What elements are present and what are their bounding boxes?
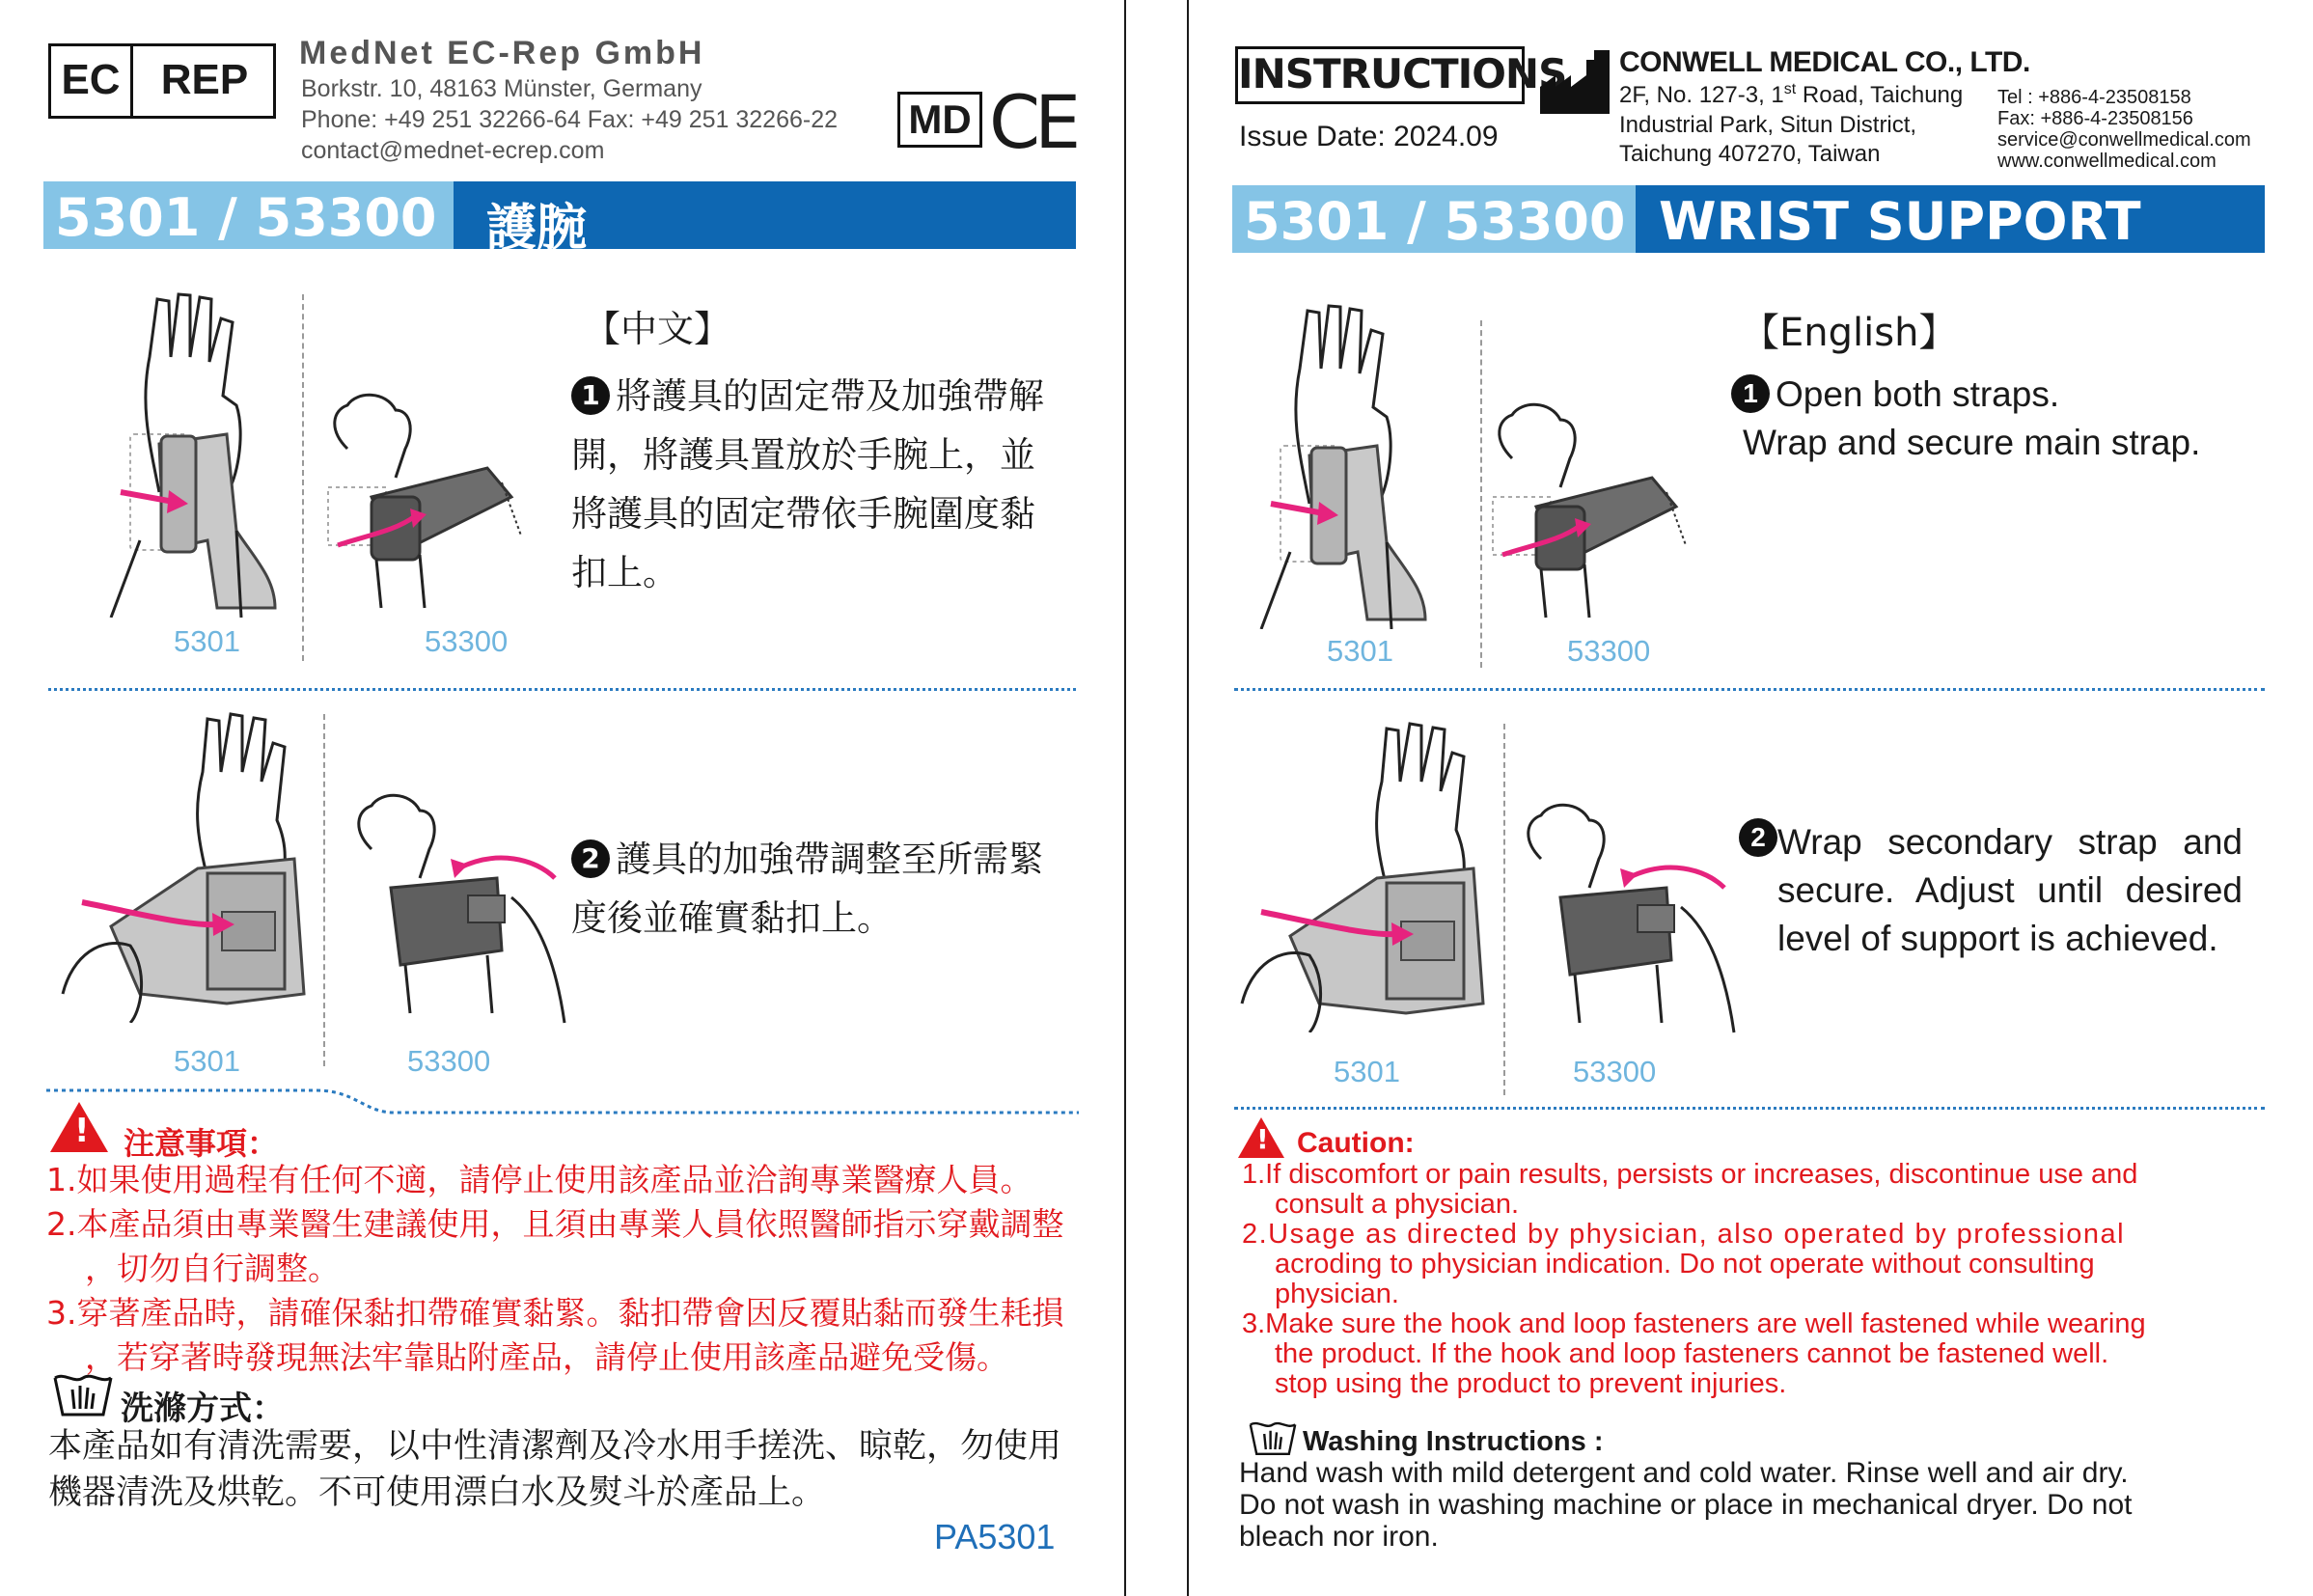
title-bar-name-en-text: WRIST SUPPORT bbox=[1659, 191, 2141, 252]
caution-item: ，切勿自行調整。 bbox=[85, 1250, 340, 1287]
step1-text: 將護具的固定帶及加強帶解開，將護具置放於手腕上，並將護具的固定帶依手腕圍度黏扣上。 bbox=[571, 375, 1044, 593]
caution-title-en: Caution: bbox=[1297, 1127, 1415, 1159]
step1-line2-en: Wrap and secure main strap. bbox=[1743, 423, 2201, 462]
step2-instruction bbox=[571, 830, 1068, 948]
company-tel: Tel : +886-4-23508158 bbox=[1997, 87, 2191, 108]
caution-item-en: 3.Make sure the hook and loop fasteners are well fastened while wearing bbox=[1242, 1308, 2146, 1339]
fig1-label-5301: 5301 bbox=[174, 624, 240, 658]
fig1-label-53300-en: 53300 bbox=[1567, 634, 1651, 668]
wash-text-en bbox=[1239, 1457, 2272, 1553]
company-website: www.conwellmedical.com bbox=[1997, 151, 2217, 172]
fig2-label-53300-en: 53300 bbox=[1573, 1055, 1657, 1088]
section-divider-1 bbox=[48, 688, 1076, 691]
step1-instruction bbox=[571, 367, 1068, 602]
caution-item-en: stop using the product to prevent injuries. bbox=[1275, 1368, 1787, 1399]
step1-line1-en: Open both straps. bbox=[1776, 374, 2060, 414]
caution-title: 注意事項： bbox=[124, 1125, 279, 1162]
left-panel-chinese bbox=[0, 0, 1126, 1596]
caution-item: 1.如果使用過程有任何不適，請停止使用該產品並洽詢專業醫療人員。 bbox=[46, 1161, 1033, 1198]
step1-instruction-en bbox=[1731, 371, 2272, 467]
company-address-line1 bbox=[1619, 81, 1963, 109]
caution-item-en: 1.If discomfort or pain results, persists or increases, discontinue use and bbox=[1242, 1159, 2138, 1190]
rep-address: Borkstr. 10, 48163 Münster, Germany bbox=[301, 75, 702, 102]
title-bar-name-en bbox=[1636, 185, 2265, 253]
instructions-label-box bbox=[1235, 46, 1567, 104]
fig1-divider-en bbox=[1480, 320, 1482, 668]
instructions-label: INSTRUCTIONS bbox=[1238, 50, 1567, 97]
document-code: PA5301 bbox=[934, 1517, 1056, 1556]
title-bar-model-en bbox=[1232, 185, 1636, 253]
fig1-label-53300: 53300 bbox=[425, 624, 509, 658]
fig2-wrist-illustration-5301 bbox=[53, 704, 333, 1023]
caution-item: 2.本產品須由專業醫生建議使用，且須由專業人員依照醫師指示穿戴調整 bbox=[46, 1205, 1064, 1243]
fig2-label-5301: 5301 bbox=[174, 1044, 240, 1078]
fig2-label-5301-en: 5301 bbox=[1334, 1055, 1400, 1088]
rep-phone: Phone: +49 251 32266-64 Fax: +49 251 32266-22 bbox=[301, 106, 839, 133]
issue-date: Issue Date: 2024.09 bbox=[1239, 121, 1499, 152]
section-divider-2-en bbox=[1234, 1107, 2265, 1110]
caution-warning-icon: ! bbox=[50, 1102, 108, 1152]
rep-company: MedNet EC-Rep GmbH bbox=[299, 35, 705, 71]
title-bar-model-en-text: 5301 / 53300 bbox=[1244, 191, 1626, 252]
caution-item-en: physician. bbox=[1275, 1279, 1399, 1309]
fig1-divider bbox=[302, 294, 304, 661]
wash-line-en: Hand wash with mild detergent and cold water. Rinse well and air dry. bbox=[1239, 1457, 2129, 1489]
md-mark bbox=[897, 92, 982, 148]
title-bar-name-text: 護腕 bbox=[486, 200, 588, 258]
caution-list-en bbox=[1242, 1160, 2265, 1399]
rep-label: REP bbox=[160, 56, 249, 103]
wash-line-en: Do not wash in washing machine or place in mechanical dryer. Do not bbox=[1239, 1489, 2133, 1521]
ec-rep-symbol bbox=[48, 43, 276, 119]
fig1-wrist-illustration-5301-en bbox=[1252, 301, 1445, 629]
wash-text: 本產品如有清洗需要，以中性清潔劑及冷水用手搓洗、晾乾，勿使用機器清洗及烘乾。不可使用漂白水及熨斗於產品上。 bbox=[48, 1427, 1062, 1512]
fig1-wrist-illustration-5301 bbox=[101, 289, 294, 618]
wash-title: 洗滌方式： bbox=[121, 1390, 285, 1428]
caution-item: ，若穿著時發現無法牢靠貼附產品，請停止使用該產品避免受傷。 bbox=[85, 1338, 1008, 1376]
hand-wash-icon-en bbox=[1249, 1418, 1297, 1457]
fig1-wrist-illustration-53300 bbox=[318, 391, 540, 642]
caution-item-en: consult a physician. bbox=[1275, 1189, 1520, 1220]
section-divider-1-en bbox=[1234, 688, 2265, 691]
caution-list bbox=[46, 1158, 1088, 1380]
ec-label: EC bbox=[61, 56, 121, 103]
company-address-line2: Industrial Park, Situn District, bbox=[1619, 112, 1917, 138]
ce-mark: CE bbox=[989, 79, 1076, 165]
company-name: CONWELL MEDICAL CO., LTD. bbox=[1619, 46, 2030, 78]
step2-text-en: Wrap secondary strap and secure. Adjust until desired level of support is achieved. bbox=[1777, 822, 2243, 958]
hand-wash-icon bbox=[53, 1370, 113, 1418]
step2-number: 2 bbox=[571, 839, 610, 878]
rep-email: contact@mednet-ecrep.com bbox=[301, 137, 605, 164]
md-mark-text: MD bbox=[908, 96, 972, 142]
title-bar-model-text: 5301 / 53300 bbox=[55, 187, 437, 248]
step1-number: 1 bbox=[571, 376, 610, 415]
lang-label-chinese: 【中文】 bbox=[584, 308, 731, 350]
wash-line-en: bleach nor iron. bbox=[1239, 1521, 1439, 1553]
company-fax: Fax: +886-4-23508156 bbox=[1997, 108, 2193, 129]
fig2-divider-en bbox=[1503, 724, 1505, 1095]
caution-item: 3.穿著產品時，請確保黏扣帶確實黏緊。黏扣帶會因反覆貼黏而發生耗損 bbox=[46, 1294, 1064, 1332]
fig2-label-53300: 53300 bbox=[407, 1044, 491, 1078]
right-panel-english bbox=[1187, 0, 2313, 1596]
addr1-sup: st bbox=[1783, 81, 1797, 97]
step2-text: 護具的加強帶調整至所需緊度後並確實黏扣上。 bbox=[571, 839, 1044, 939]
fig2-wrist-illustration-5301-en bbox=[1232, 714, 1512, 1032]
fig1-label-5301-en: 5301 bbox=[1327, 634, 1393, 668]
caution-item-en: acroding to physician indication. Do not operate without consulting bbox=[1275, 1249, 2095, 1280]
caution-item-en: 2.Usage as directed by physician, also operated by professional bbox=[1242, 1219, 2126, 1250]
company-email: service@conwellmedical.com bbox=[1997, 129, 2251, 151]
step1-number-en: 1 bbox=[1731, 374, 1770, 413]
step2-instruction-en bbox=[1741, 818, 2243, 963]
addr1-post: Road, Taichung bbox=[1796, 82, 1964, 108]
title-bar-name bbox=[454, 181, 1076, 258]
lang-label-english: 【English】 bbox=[1741, 311, 1958, 355]
fig2-wrist-illustration-53300-en bbox=[1512, 801, 1753, 1052]
title-bar-model bbox=[43, 181, 454, 249]
fig1-wrist-illustration-53300-en bbox=[1483, 400, 1705, 651]
fig2-wrist-illustration-53300 bbox=[343, 791, 584, 1042]
caution-warning-icon-en: ! bbox=[1238, 1117, 1284, 1158]
fig2-divider bbox=[323, 714, 325, 1066]
section-divider-2 bbox=[46, 1079, 1079, 1117]
step2-number-en: 2 bbox=[1739, 818, 1777, 857]
wash-title-en: Washing Instructions : bbox=[1303, 1426, 1604, 1457]
caution-item-en: the product. If the hook and loop fasteners cannot be fastened well. bbox=[1275, 1338, 2109, 1369]
addr1-pre: 2F, No. 127-3, 1 bbox=[1619, 82, 1784, 108]
company-address-line3: Taichung 407270, Taiwan bbox=[1619, 141, 1881, 167]
manufacturer-factory-icon bbox=[1538, 48, 1611, 116]
